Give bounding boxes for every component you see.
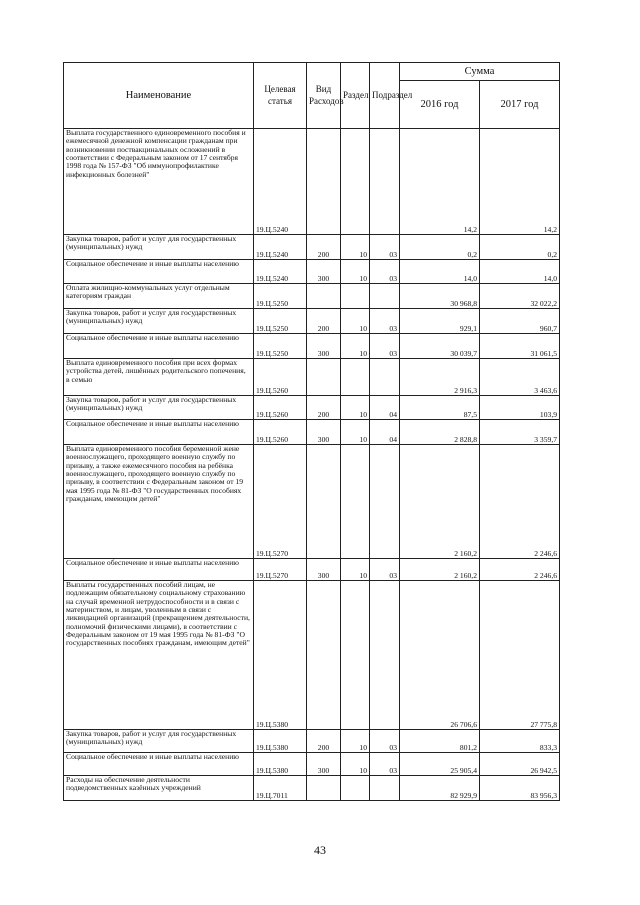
cell-2016: 2 160,2 [400, 559, 480, 581]
cell-target: 19.Ц.5380 [254, 753, 307, 776]
cell-2017: 833,3 [480, 730, 560, 753]
cell-type [307, 129, 341, 235]
cell-name: Социальное обеспечение и иные выплаты населению [64, 334, 254, 359]
cell-subsection: 04 [370, 420, 400, 445]
cell-section: 10 [341, 235, 370, 260]
cell-2017: 27 775,8 [480, 581, 560, 730]
cell-target: 19.Ц.5380 [254, 730, 307, 753]
table-row [64, 730, 560, 753]
cell-subsection: 04 [370, 396, 400, 420]
cell-type: 200 [307, 396, 341, 420]
cell-section [341, 581, 370, 730]
cell-section: 10 [341, 730, 370, 753]
cell-subsection: 03 [370, 260, 400, 284]
cell-type: 200 [307, 309, 341, 334]
cell-type: 300 [307, 420, 341, 445]
cell-section: 10 [341, 420, 370, 445]
cell-2017: 2 246,6 [480, 559, 560, 581]
cell-2016: 14,0 [400, 260, 480, 284]
cell-name: Выплаты государственных пособий лицам, не подлежащим обязательному социальному страхованию на случай временной нетрудоспособности и в связи с материнством, и лицам, уволенным в связи с ликвидацией организаций (прекращением деятельности, полномочий физическими лицами), в соответствии с Федеральным законом от 19 мая 1995 года № 81-ФЗ "О государственных пособиях гражданам, имеющим детей" [64, 581, 254, 730]
cell-2016: 25 905,4 [400, 753, 480, 776]
cell-2017: 31 061,5 [480, 334, 560, 359]
cell-2016: 82 929,9 [400, 776, 480, 801]
cell-section: 10 [341, 334, 370, 359]
cell-section: 10 [341, 260, 370, 284]
cell-subsection: 03 [370, 334, 400, 359]
header-sum: Сумма [400, 63, 560, 81]
page-number: 43 [314, 843, 326, 857]
cell-target: 19.Ц.5260 [254, 420, 307, 445]
table-row [64, 309, 560, 334]
cell-2016: 26 706,6 [400, 581, 480, 730]
cell-type [307, 776, 341, 801]
cell-target: 19.Ц.5270 [254, 445, 307, 559]
cell-2016: 30 968,8 [400, 284, 480, 309]
cell-2017: 960,7 [480, 309, 560, 334]
header-type: Вид Расходов [307, 63, 341, 129]
cell-section [341, 776, 370, 801]
cell-2017: 0,2 [480, 235, 560, 260]
cell-target: 19.Ц.5260 [254, 396, 307, 420]
cell-type [307, 359, 341, 396]
cell-type: 300 [307, 260, 341, 284]
cell-section [341, 284, 370, 309]
cell-2016: 0,2 [400, 235, 480, 260]
budget-table [63, 62, 560, 801]
cell-section [341, 445, 370, 559]
cell-name: Закупка товаров, работ и услуг для государственных (муниципальных) нужд [64, 235, 254, 260]
cell-2017: 32 022,2 [480, 284, 560, 309]
cell-type: 200 [307, 730, 341, 753]
header-section: Раздел [341, 63, 370, 129]
header-2017: 2017 год [480, 81, 560, 129]
cell-2016: 14,2 [400, 129, 480, 235]
cell-2017: 14,2 [480, 129, 560, 235]
cell-target: 19.Ц.5270 [254, 559, 307, 581]
cell-subsection [370, 284, 400, 309]
cell-target: 19.Ц.5240 [254, 235, 307, 260]
cell-subsection: 03 [370, 235, 400, 260]
header-2016: 2016 год [400, 81, 480, 129]
cell-section: 10 [341, 396, 370, 420]
cell-2017: 103,9 [480, 396, 560, 420]
cell-2017: 83 956,3 [480, 776, 560, 801]
table-row [64, 284, 560, 309]
cell-subsection: 03 [370, 309, 400, 334]
cell-2017: 14,0 [480, 260, 560, 284]
cell-target: 19.Ц.5250 [254, 309, 307, 334]
cell-2017: 26 942,5 [480, 753, 560, 776]
table-row [64, 445, 560, 559]
table-row [64, 396, 560, 420]
table-row [64, 235, 560, 260]
cell-2016: 2 828,8 [400, 420, 480, 445]
cell-name: Социальное обеспечение и иные выплаты населению [64, 753, 254, 776]
table-row [64, 260, 560, 284]
header-subsection: Подраздел [370, 63, 400, 129]
cell-2016: 87,5 [400, 396, 480, 420]
header-target: Целевая статья [254, 63, 307, 129]
cell-name: Закупка товаров, работ и услуг для государственных (муниципальных) нужд [64, 730, 254, 753]
table-row [64, 359, 560, 396]
cell-target: 19.Ц.5380 [254, 581, 307, 730]
cell-subsection [370, 445, 400, 559]
cell-target: 19.Ц.5240 [254, 260, 307, 284]
cell-name: Расходы на обеспечение деятельности подведомственных казённых учреждений [64, 776, 254, 801]
cell-subsection: 03 [370, 753, 400, 776]
cell-2016: 2 160,2 [400, 445, 480, 559]
cell-name: Закупка товаров, работ и услуг для государственных (муниципальных) нужд [64, 396, 254, 420]
table-row [64, 334, 560, 359]
cell-section: 10 [341, 559, 370, 581]
header-name: Наименование [64, 63, 254, 129]
cell-2016: 2 916,3 [400, 359, 480, 396]
cell-name: Социальное обеспечение и иные выплаты населению [64, 559, 254, 581]
cell-2016: 801,2 [400, 730, 480, 753]
cell-type [307, 284, 341, 309]
cell-2017: 3 359,7 [480, 420, 560, 445]
cell-type: 300 [307, 559, 341, 581]
cell-type: 200 [307, 235, 341, 260]
cell-type: 300 [307, 753, 341, 776]
cell-name: Выплата государственного единовременного пособия и ежемесячной денежной компенсации гражданам при возникновении поствакцинальных осложнений в соответствии с Федеральным законом от 17 сентября 1998 года № 157-ФЗ "Об иммунопрофилактике инфекционных болезней" [64, 129, 254, 235]
cell-name: Оплата жилищно-коммунальных услуг отдельным категориям граждан [64, 284, 254, 309]
cell-2017: 2 246,6 [480, 445, 560, 559]
cell-2016: 30 039,7 [400, 334, 480, 359]
cell-section: 10 [341, 309, 370, 334]
cell-name: Выплата единовременного пособия при всех формах устройства детей, лишённых родительского попечения, в семью [64, 359, 254, 396]
cell-2017: 3 463,6 [480, 359, 560, 396]
cell-2016: 929,1 [400, 309, 480, 334]
cell-type: 300 [307, 334, 341, 359]
cell-name: Закупка товаров, работ и услуг для государственных (муниципальных) нужд [64, 309, 254, 334]
cell-target: 19.Ц.5250 [254, 284, 307, 309]
table-row [64, 129, 560, 235]
cell-subsection [370, 129, 400, 235]
table-row [64, 776, 560, 801]
table-row [64, 420, 560, 445]
cell-type [307, 445, 341, 559]
cell-section: 10 [341, 753, 370, 776]
cell-target: 19.Ц.5250 [254, 334, 307, 359]
cell-subsection [370, 359, 400, 396]
cell-target: 19.Ц.5260 [254, 359, 307, 396]
cell-subsection [370, 581, 400, 730]
cell-name: Социальное обеспечение и иные выплаты населению [64, 420, 254, 445]
cell-subsection [370, 776, 400, 801]
cell-subsection: 03 [370, 730, 400, 753]
cell-subsection: 03 [370, 559, 400, 581]
cell-target: 19.Ц.7011 [254, 776, 307, 801]
cell-name: Социальное обеспечение и иные выплаты населению [64, 260, 254, 284]
cell-section [341, 359, 370, 396]
table-row [64, 581, 560, 730]
cell-section [341, 129, 370, 235]
table-row [64, 753, 560, 776]
table-body [64, 129, 560, 801]
cell-target: 19.Ц.5240 [254, 129, 307, 235]
table-row [64, 559, 560, 581]
cell-name: Выплата единовременного пособия беременной жене военнослужащего, проходящего военную службу по призыву, а также ежемесячного пособия на ребёнка военнослужащего, проходящего военную службу по призыву, в соответствии с Федеральным законом от 19 мая 1995 года № 81-ФЗ "О государственных пособиях гражданам, имеющим детей" [64, 445, 254, 559]
cell-type [307, 581, 341, 730]
